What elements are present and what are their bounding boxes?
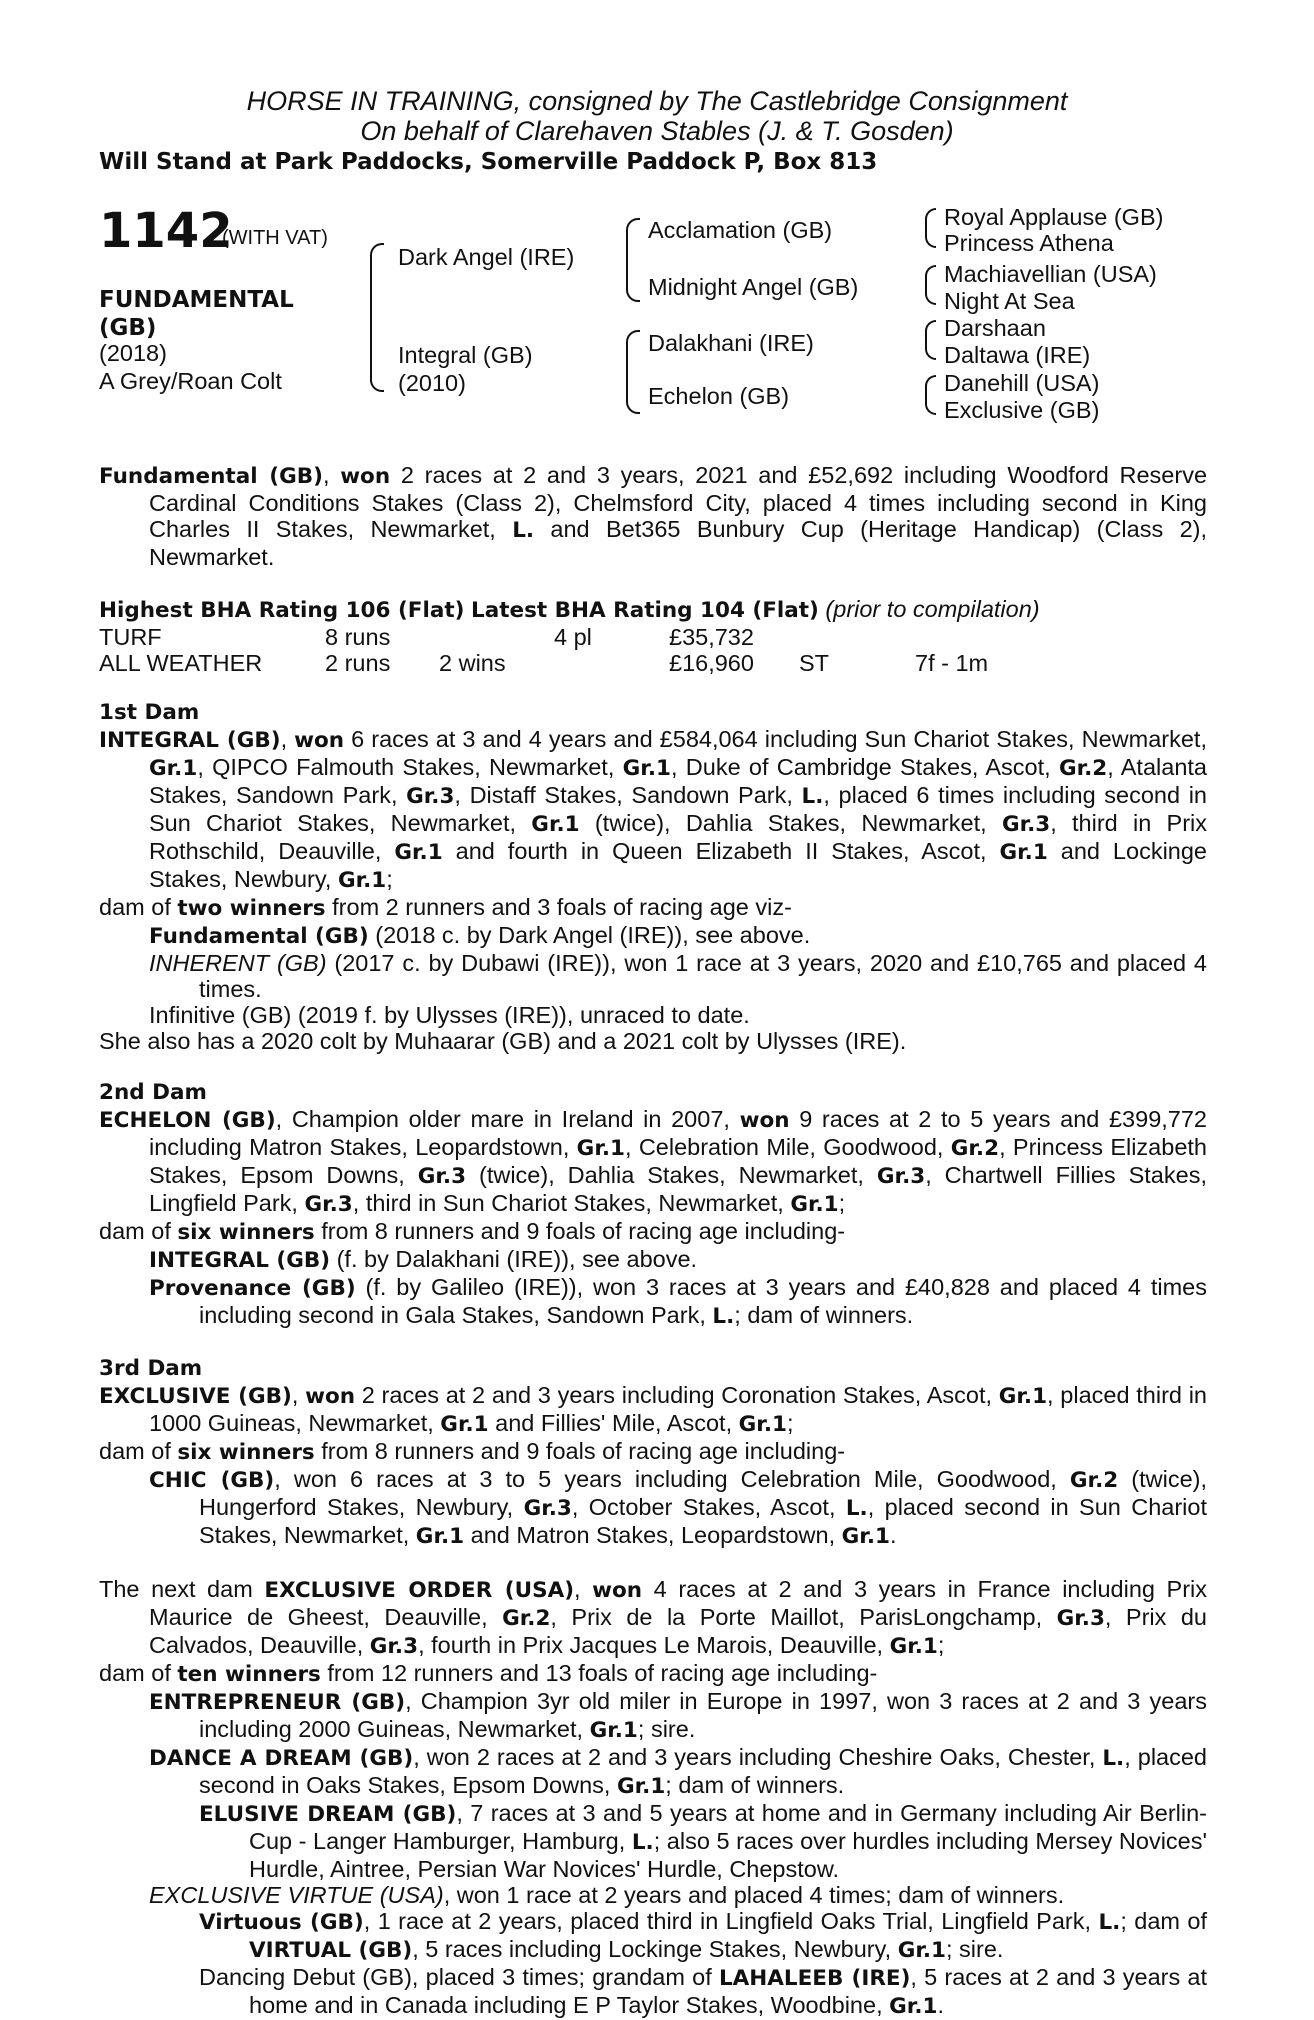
fd-t6: , placed 6 times including second in Sun Chariot Stakes, Newmarket, bbox=[149, 782, 1207, 836]
nd-e-name: ENTREPRENEUR (GB) bbox=[149, 1690, 406, 1715]
td-p1-t2: (twice), Hungerford Stakes, Newbury, bbox=[199, 1466, 1207, 1520]
aw-surface: ALL WEATHER bbox=[99, 650, 263, 676]
nd-dd-b: LAHALEEB (IRE) bbox=[718, 1966, 911, 1991]
nd-ev-t1: , won 1 race at 2 years and placed 4 times; dam of winners. bbox=[443, 1882, 1065, 1908]
td-name: EXCLUSIVE (GB) bbox=[99, 1384, 292, 1409]
turf-surface: TURF bbox=[99, 624, 162, 650]
race-record bbox=[99, 624, 1207, 676]
sd-p1-text: (f. by Dalakhani (IRE)), see above. bbox=[330, 1246, 698, 1272]
td-g1b: Gr.1 bbox=[440, 1412, 489, 1437]
dam-dam: Echelon (GB) bbox=[648, 383, 790, 409]
sd-g3b: Gr.3 bbox=[876, 1164, 926, 1189]
td-p1-g3: Gr.3 bbox=[523, 1496, 572, 1521]
second-dam-produce-1 bbox=[99, 1246, 1207, 1274]
dam: Integral (GB) bbox=[398, 342, 533, 368]
sd-t0: , Champion older mare in Ireland in 2007, bbox=[275, 1106, 740, 1132]
nd-d-l: L. bbox=[1102, 1746, 1125, 1771]
fd-t11: ; bbox=[386, 866, 393, 892]
next-dam-record: The next dam EXCLUSIVE ORDER (USA), won 4 races at 2 and 3 years in France including Prix Maurice de Gheest, Deauville, Gr.2, Prix de la Porte Maillot, ParisLongchamp, Gr.3, Prix du Calvados, Deauville, Gr.3, fourth in Prix Jacques Le Marois, Deauville, Gr.1; bbox=[99, 1576, 1208, 1659]
nd-v-t3: , 5 races including Lockinge Stakes, Newbury, bbox=[412, 1936, 898, 1962]
summary-listed: L. bbox=[512, 518, 535, 543]
sire-brace bbox=[626, 218, 640, 302]
nd-el-l: L. bbox=[631, 1830, 654, 1855]
fd-t5: , Distaff Stakes, Sandown Park, bbox=[454, 782, 802, 808]
fd-g2a: Gr.2 bbox=[1058, 756, 1108, 781]
sd-t4: (twice), Dahlia Stakes, Newmarket, bbox=[466, 1162, 877, 1188]
gen4-darshaan: Darshaan bbox=[944, 315, 1046, 341]
summary-text-1: 2 races at 2 and 3 years, 2021 and £52,692 including Woodford Reserve Cardinal Conditions Stakes (Class 2), Chelmsford City, placed 4 times including second in King Charles II Stakes, Newmarket, bbox=[149, 462, 1208, 542]
td-t2: , placed third in 1000 Guineas, Newmarket, bbox=[149, 1382, 1207, 1436]
nd-g3a: Gr.3 bbox=[1056, 1606, 1105, 1631]
fd-dam-of-pre: dam of bbox=[99, 894, 178, 920]
aw-distance: 7f - 1m bbox=[915, 650, 989, 676]
summary-text-2: and Bet365 Bunbury Cup (Heritage Handicap) (Class 2), Newmarket. bbox=[149, 516, 1207, 570]
nd-v-name: Virtuous (GB) bbox=[199, 1910, 364, 1935]
sire-dam: Midnight Angel (GB) bbox=[648, 274, 859, 300]
fd-p2-text: (2017 c. by Dubawi (IRE)), won 1 race at 3 years, 2020 and £10,765 and placed 4 times. bbox=[199, 950, 1207, 1002]
next-dam-produce-summary bbox=[99, 1660, 1207, 1688]
nd-v-g1: Gr.1 bbox=[897, 1938, 946, 1963]
third-dam-produce-1 bbox=[99, 1466, 1207, 1550]
nd-el-t2: ; also 5 races over hurdles including Mersey Novices' Hurdle, Aintree, Persian War Novices' Hurdle, Chepstow. bbox=[249, 1828, 1207, 1882]
sd-won: won bbox=[739, 1108, 790, 1133]
nd-v-t4: ; sire. bbox=[946, 1936, 1004, 1962]
nd-v-b: VIRTUAL (GB) bbox=[249, 1938, 413, 1963]
td-t4: ; bbox=[786, 1410, 794, 1436]
rating-line bbox=[99, 596, 1207, 624]
nd-v-t1: , 1 race at 2 years, placed third in Lingfield Oaks Trial, Lingfield Park, bbox=[363, 1908, 1099, 1934]
sire-sire: Acclamation (GB) bbox=[648, 217, 833, 243]
sd-g2a: Gr.2 bbox=[950, 1136, 1000, 1161]
nd-won: won bbox=[592, 1578, 643, 1603]
gen4-night-at-sea: Night At Sea bbox=[944, 288, 1075, 314]
sd-g3a: Gr.3 bbox=[417, 1164, 467, 1189]
second-dam-produce-2 bbox=[99, 1274, 1207, 1330]
fd-t8: , third in Prix Rothschild, Deauville, bbox=[149, 810, 1207, 864]
fd-t7: (twice), Dahlia Stakes, Newmarket, bbox=[579, 810, 1002, 836]
aw-runs: 2 runs bbox=[325, 650, 391, 676]
first-dam-produce-3: Infinitive (GB) (2019 f. by Ulysses (IRE)), unraced to date. bbox=[149, 1002, 750, 1028]
nd-v-t2: ; dam of bbox=[1120, 1908, 1207, 1934]
sd-dam-of-post: from 8 runners and 9 foals of racing age including- bbox=[314, 1218, 846, 1244]
td-t1: 2 races at 2 and 3 years including Coronation Stakes, Ascot, bbox=[355, 1382, 999, 1408]
turf-runs: 8 runs bbox=[325, 624, 391, 650]
highest-rating: Highest BHA Rating 106 (Flat) bbox=[99, 598, 465, 623]
fd-t1: 6 races at 3 and 4 years and £584,064 including Sun Chariot Stakes, Newmarket, bbox=[344, 726, 1207, 752]
turf-earnings: £35,732 bbox=[669, 624, 754, 650]
fd-g1f: Gr.1 bbox=[337, 868, 387, 893]
consignor-line: HORSE IN TRAINING, consigned by The Castlebridge Consignment bbox=[246, 86, 1068, 116]
sd-dam-of-pre: dam of bbox=[99, 1218, 178, 1244]
nd-d-name: DANCE A DREAM (GB) bbox=[149, 1746, 414, 1771]
lot-number: 1142 bbox=[99, 203, 233, 259]
gen4-machiavellian: Machiavellian (USA) bbox=[944, 261, 1157, 287]
sd-t7: ; bbox=[838, 1190, 846, 1216]
second-dam-record bbox=[99, 1106, 1207, 1218]
nd-e-g1: Gr.1 bbox=[589, 1718, 638, 1743]
td-p1-t1: , won 6 races at 3 to 5 years including Celebration Mile, Goodwood, bbox=[274, 1466, 1070, 1492]
nd-t2: , Prix de la Porte Maillot, ParisLongchamp, bbox=[550, 1604, 1057, 1630]
gen4-exclusive: Exclusive (GB) bbox=[944, 397, 1100, 423]
sd-t2: , Celebration Mile, Goodwood, bbox=[624, 1134, 951, 1160]
fd-dam-of-bold: two winners bbox=[177, 896, 326, 921]
nd-dd-t2: , 5 races at 2 and 3 years at home and in Canada including E P Taylor Stakes, Woodbine, bbox=[249, 1964, 1208, 2018]
turf-placed: 4 pl bbox=[554, 624, 592, 650]
sd-dam-of-bold: six winners bbox=[177, 1220, 315, 1245]
first-dam-produce-2 bbox=[99, 950, 1207, 1002]
stand-location: Will Stand at Park Paddocks, Somerville Paddock P, Box 813 bbox=[99, 149, 878, 175]
sd-t5: , Chartwell Fillies Stakes, Lingfield Park, bbox=[149, 1162, 1207, 1216]
nd-dam-of-bold: ten winners bbox=[177, 1662, 321, 1687]
gen4-brace-2 bbox=[925, 265, 936, 305]
latest-rating: Latest BHA Rating 104 (Flat) bbox=[471, 598, 819, 623]
nd-intro: The next dam bbox=[99, 1576, 265, 1602]
nd-dam-of-pre: dam of bbox=[99, 1660, 178, 1686]
sd-p2-text: (f. by Galileo (IRE)), won 3 races at 3 years and £40,828 and placed 4 times including second in Gala Stakes, Sandown Park, bbox=[199, 1274, 1207, 1328]
sd-p2-name: Provenance (GB) bbox=[149, 1276, 356, 1301]
fd-g3a: Gr.3 bbox=[406, 784, 455, 809]
gen4-danehill: Danehill (USA) bbox=[944, 370, 1100, 396]
aw-earnings: £16,960 bbox=[669, 650, 754, 676]
sd-t3: , Princess Elizabeth Stakes, Epsom Downs, bbox=[149, 1134, 1207, 1188]
first-dam-produce-summary bbox=[99, 894, 1207, 922]
fd-g1a: Gr.1 bbox=[149, 756, 198, 781]
first-dam-produce-1 bbox=[99, 922, 1207, 950]
nd-e-t2: ; sire. bbox=[637, 1716, 696, 1742]
nd-v-l: L. bbox=[1098, 1910, 1121, 1935]
second-dam-heading: 2nd Dam bbox=[99, 1080, 207, 1105]
gen4-brace-3 bbox=[925, 320, 936, 360]
td-won: won bbox=[305, 1384, 356, 1409]
td-t3: and Fillies' Mile, Ascot, bbox=[488, 1410, 739, 1436]
td-p1-l: L. bbox=[845, 1496, 868, 1521]
next-dam-produce-dancing-debut bbox=[99, 1964, 1207, 2020]
horse-description: A Grey/Roan Colt bbox=[99, 368, 282, 394]
first-dam-record: INTEGRAL (GB), won 6 races at 3 and 4 years and £584,064 including Sun Chariot Stakes, Newmarket, Gr.1, QIPCO Falmouth Stakes, Newmarket, Gr.1, Duke of Cambridge Stakes, Ascot, Gr.2, Atalanta Stakes, Sandown Park, Gr.3, Distaff Stakes, Sandown Park, L., placed 6 times including second in Sun Chariot Stakes, Newmarket, Gr.1 (twice), Dahlia Stakes, Newmarket, Gr.3, third in Prix Rothschild, Deauville, Gr.1 and fourth in Queen Elizabeth II Stakes, Ascot, Gr.1 and Lockinge Stakes, Newbury, Gr.1; bbox=[99, 726, 1207, 893]
nd-g2: Gr.2 bbox=[502, 1606, 551, 1631]
nd-d-t3: ; dam of winners. bbox=[665, 1772, 845, 1798]
on-behalf-line: On behalf of Clarehaven Stables (J. & T. Gosden) bbox=[360, 116, 954, 146]
nd-d-t1: , won 2 races at 2 and 3 years including Cheshire Oaks, Chester, bbox=[413, 1744, 1103, 1770]
fd-t2: , QIPCO Falmouth Stakes, Newmarket, bbox=[197, 754, 623, 780]
fd-la: L. bbox=[801, 784, 824, 809]
sd-g1a: Gr.1 bbox=[576, 1136, 625, 1161]
next-dam-produce-exclusive-virtue bbox=[99, 1882, 1207, 1908]
rating-note: (prior to compilation) bbox=[825, 596, 1040, 622]
fd-g1c: Gr.1 bbox=[531, 812, 580, 837]
gen4-brace-4 bbox=[925, 375, 936, 415]
nd-t4: , fourth in Prix Jacques Le Marois, Deauville, bbox=[418, 1632, 890, 1658]
gen4-daltawa: Daltawa (IRE) bbox=[944, 342, 1091, 368]
fd-t10: and Lockinge Stakes, Newbury, bbox=[149, 838, 1207, 892]
fd-t9: and fourth in Queen Elizabeth II Stakes, Ascot, bbox=[442, 838, 1000, 864]
dam-sire: Dalakhani (IRE) bbox=[648, 330, 814, 356]
third-dam-produce-summary bbox=[99, 1438, 1207, 1466]
gen4-princess-athena: Princess Athena bbox=[944, 230, 1114, 256]
next-dam-produce-dance-a-dream bbox=[99, 1744, 1207, 1800]
nd-dd-g1: Gr.1 bbox=[889, 1994, 938, 2019]
td-p1-t6: . bbox=[889, 1522, 897, 1548]
first-dam-won: won bbox=[294, 728, 345, 753]
sd-t1: 9 races at 2 to 5 years and £399,772 including Matron Stakes, Leopardstown, bbox=[149, 1106, 1208, 1160]
sd-p2-l: L. bbox=[712, 1304, 735, 1329]
fd-p2-name: INHERENT (GB) bbox=[149, 950, 327, 976]
nd-g1: Gr.1 bbox=[889, 1634, 938, 1659]
aw-wins: 2 wins bbox=[439, 650, 506, 676]
fd-t3: , Duke of Cambridge Stakes, Ascot, bbox=[670, 754, 1059, 780]
gen4-royal-applause: Royal Applause (GB) bbox=[944, 204, 1164, 230]
nd-d-t2: , placed second in Oaks Stakes, Epsom Downs, bbox=[199, 1744, 1207, 1798]
second-dam-produce-summary bbox=[99, 1218, 1207, 1246]
next-dam-produce-elusive-dream bbox=[99, 1800, 1207, 1882]
nd-el-name: ELUSIVE DREAM (GB) bbox=[199, 1802, 457, 1827]
sd-g3c: Gr.3 bbox=[304, 1192, 353, 1217]
next-dam-produce-virtuous bbox=[99, 1908, 1207, 1964]
pedigree-block bbox=[0, 0, 1314, 440]
td-g1c: Gr.1 bbox=[738, 1412, 787, 1437]
fd-g1d: Gr.1 bbox=[394, 840, 443, 865]
nd-t3: , Prix du Calvados, Deauville, bbox=[149, 1604, 1207, 1658]
nd-t5: ; bbox=[937, 1632, 945, 1658]
pedigree-brace bbox=[370, 243, 384, 392]
sd-t6: , third in Sun Chariot Stakes, Newmarket, bbox=[352, 1190, 791, 1216]
dam-year: (2010) bbox=[398, 370, 466, 396]
sd-p2-end: ; dam of winners. bbox=[734, 1302, 914, 1328]
fd-g1e: Gr.1 bbox=[999, 840, 1048, 865]
sd-p1-name: INTEGRAL (GB) bbox=[149, 1248, 331, 1273]
horse-name bbox=[99, 286, 339, 342]
horse-name-line1: FUNDAMENTAL bbox=[99, 287, 294, 313]
td-p1-name: CHIC (GB) bbox=[149, 1468, 275, 1493]
td-p1-g1b: Gr.1 bbox=[841, 1524, 890, 1549]
sire: Dark Angel (IRE) bbox=[398, 244, 575, 270]
horse-name-line2: (GB) bbox=[99, 315, 157, 341]
td-p1-t4: , placed second in Sun Chariot Stakes, Newmarket, bbox=[199, 1494, 1207, 1548]
horse-summary: Fundamental (GB), won 2 races at 2 and 3 years, 2021 and £52,692 including Woodford Reserve Cardinal Conditions Stakes (Class 2), Chelmsford City, placed 4 times including second in King Charles II Stakes, Newmarket, L. and Bet365 Bunbury Cup (Heritage Handicap) (Class 2), Newmarket. bbox=[99, 462, 1208, 570]
nd-ev-name: EXCLUSIVE VIRTUE (USA) bbox=[149, 1882, 444, 1908]
first-dam-also: She also has a 2020 colt by Muhaarar (GB) and a 2021 colt by Ulysses (IRE). bbox=[99, 1028, 907, 1054]
gen4-brace-1 bbox=[925, 208, 936, 248]
catalogue-body bbox=[99, 462, 1207, 2020]
td-p1-t3: , October Stakes, Ascot, bbox=[571, 1494, 846, 1520]
td-p1-g2: Gr.2 bbox=[1069, 1468, 1119, 1493]
td-dam-of-bold: six winners bbox=[177, 1440, 315, 1465]
first-dam-heading: 1st Dam bbox=[99, 700, 200, 725]
fd-p1-name: Fundamental (GB) bbox=[149, 924, 369, 949]
dam-brace bbox=[626, 330, 640, 414]
sd-g1b: Gr.1 bbox=[790, 1192, 839, 1217]
vat-label: (WITH VAT) bbox=[222, 227, 328, 249]
nd-d-g1: Gr.1 bbox=[616, 1774, 666, 1799]
td-dam-of-post: from 8 runners and 9 foals of racing age including- bbox=[314, 1438, 846, 1464]
third-dam-record: EXCLUSIVE (GB), won 2 races at 2 and 3 years including Coronation Stakes, Ascot, Gr.1, placed third in 1000 Guineas, Newmarket, Gr.1 and Fillies' Mile, Ascot, Gr.1; bbox=[99, 1382, 1207, 1437]
td-g1a: Gr.1 bbox=[998, 1384, 1048, 1409]
sd-name: ECHELON (GB) bbox=[99, 1108, 276, 1133]
next-dam-produce-entrepreneur bbox=[99, 1688, 1207, 1744]
nd-name: EXCLUSIVE ORDER (USA) bbox=[264, 1578, 575, 1603]
summary-name: Fundamental (GB) bbox=[99, 464, 323, 489]
foaling-year: (2018) bbox=[99, 340, 167, 366]
third-dam-heading: 3rd Dam bbox=[99, 1356, 203, 1381]
nd-e-t1: , Champion 3yr old miler in Europe in 1997, won 3 races at 2 and 3 years including 2000 Guineas, Newmarket, bbox=[199, 1688, 1207, 1742]
fd-dam-of-post: from 2 runners and 3 foals of racing age viz- bbox=[325, 894, 792, 920]
td-dam-of-pre: dam of bbox=[99, 1438, 178, 1464]
nd-el-t1: , 7 races at 3 and 5 years at home and in Germany including Air Berlin-Cup - Langer Hamburger, Hamburg, bbox=[249, 1800, 1207, 1854]
td-p1-g1a: Gr.1 bbox=[415, 1524, 465, 1549]
fd-g1b: Gr.1 bbox=[622, 756, 671, 781]
fd-g3b: Gr.3 bbox=[1001, 812, 1051, 837]
fd-t4: , Atalanta Stakes, Sandown Park, bbox=[149, 754, 1207, 808]
td-p1-t5: and Matron Stakes, Leopardstown, bbox=[464, 1522, 842, 1548]
aw-going: ST bbox=[799, 650, 830, 676]
nd-g3b: Gr.3 bbox=[369, 1634, 419, 1659]
nd-t1: 4 races at 2 and 3 years in France including Prix Maurice de Gheest, Deauville, bbox=[149, 1576, 1208, 1630]
nd-dam-of-post: from 12 runners and 13 foals of racing age including- bbox=[320, 1660, 878, 1686]
summary-won: won bbox=[340, 464, 391, 489]
nd-dd-t1: Dancing Debut (GB), placed 3 times; grandam of bbox=[199, 1964, 719, 1990]
nd-dd-t3: . bbox=[937, 1992, 944, 2018]
first-dam-name: INTEGRAL (GB) bbox=[99, 728, 281, 753]
fd-p1-text: (2018 c. by Dark Angel (IRE)), see above. bbox=[368, 922, 811, 948]
